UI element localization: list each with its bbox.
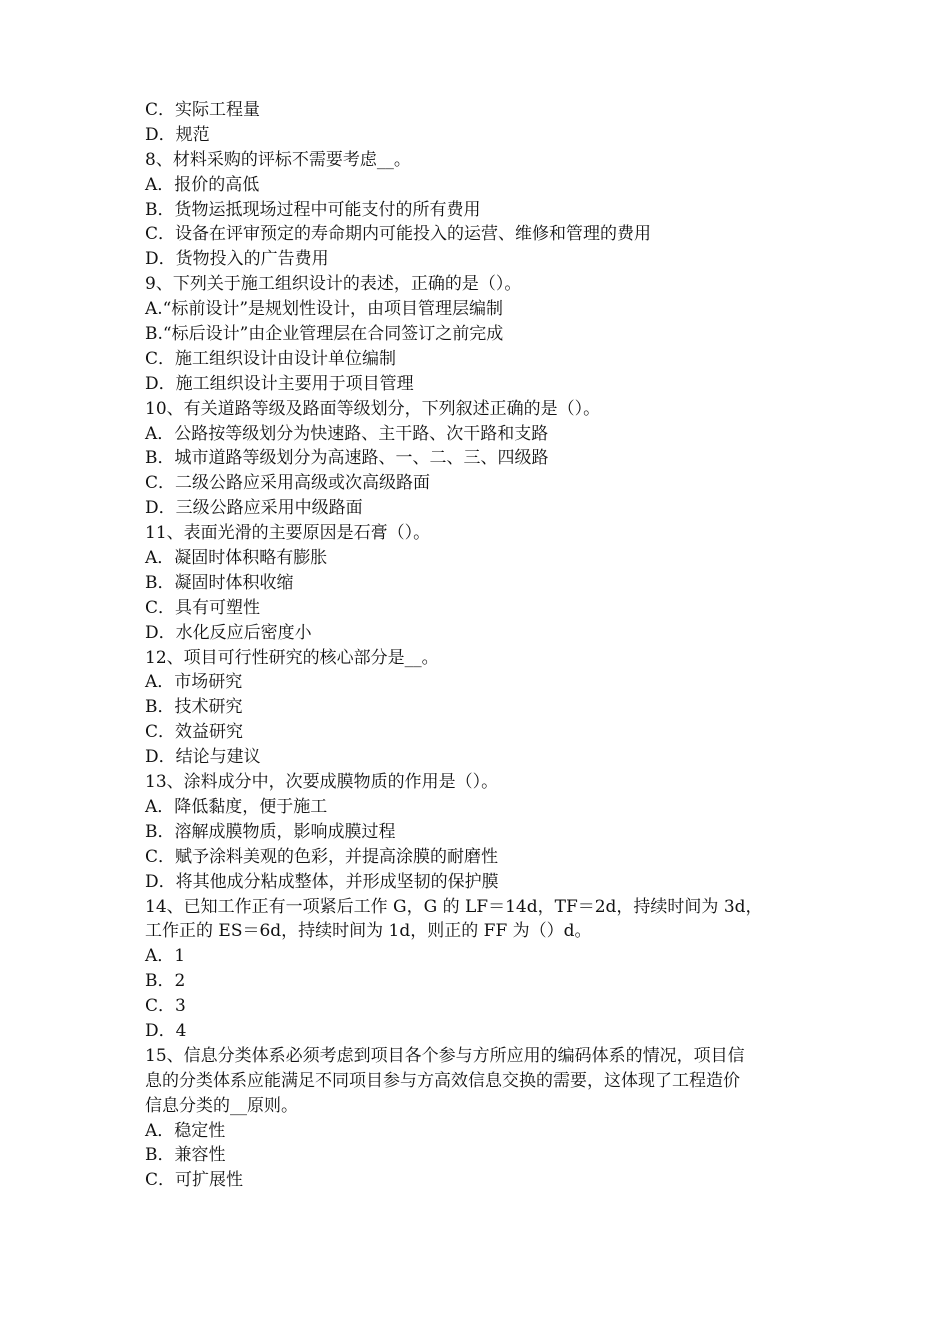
q14-option-a: A．1 xyxy=(145,946,186,967)
q10-option-c: C．二级公路应采用高级或次高级路面 xyxy=(145,473,431,494)
q12-option-a: A．市场研究 xyxy=(145,672,243,693)
q12-option-c: C．效益研究 xyxy=(145,722,244,743)
q8-option-a: A．报价的高低 xyxy=(145,174,260,195)
question-10: 10、有关道路等级及路面等级划分，下列叙述正确的是（）。 xyxy=(145,398,601,419)
q8-option-d: D．货物投入的广告费用 xyxy=(145,249,329,270)
q9-option-d: D．施工组织设计主要用于项目管理 xyxy=(145,373,414,394)
q11-option-d: D．水化反应后密度小 xyxy=(145,622,312,643)
q13-option-c: C．赋予涂料美观的色彩，并提高涂膜的耐磨性 xyxy=(145,846,499,867)
q14-option-d: D．4 xyxy=(145,1020,187,1041)
q10-option-d: D．三级公路应采用中级路面 xyxy=(145,498,363,519)
option-d-line: D．规范 xyxy=(145,124,210,145)
q9-option-a: A.“标前设计”是规划性设计，由项目管理层编制 xyxy=(145,299,504,320)
q8-option-b: B．货物运抵现场过程中可能支付的所有费用 xyxy=(145,199,481,220)
q12-option-b: B．技术研究 xyxy=(145,697,243,718)
question-15-line-2: 息的分类体系应能满足不同项目参与方高效信息交换的需要，这体现了工程造价 xyxy=(145,1070,740,1091)
question-15-line-3: 信息分类的__原则。 xyxy=(145,1095,298,1116)
q15-option-a: A．稳定性 xyxy=(145,1120,226,1141)
question-8: 8、材料采购的评标不需要考虑__。 xyxy=(145,149,411,170)
question-14-line-1: 14、已知工作正有一项紧后工作 G，G 的 LF＝14d，TF＝2d，持续时间为 3d， xyxy=(145,896,763,917)
q13-option-b: B．溶解成膜物质，影响成膜过程 xyxy=(145,821,396,842)
question-9: 9、下列关于施工组织设计的表述，正确的是（）。 xyxy=(145,274,522,295)
q9-option-c: C．施工组织设计由设计单位编制 xyxy=(145,348,397,369)
option-c-line: C．实际工程量 xyxy=(145,100,261,120)
q8-option-c: C．设备在评审预定的寿命期内可能投入的运营、维修和管理的费用 xyxy=(145,224,652,245)
q15-option-c: C．可扩展性 xyxy=(145,1170,244,1191)
q10-option-b: B．城市道路等级划分为高速路、一、二、三、四级路 xyxy=(145,448,549,469)
question-12: 12、项目可行性研究的核心部分是__。 xyxy=(145,647,439,668)
question-11: 11、表面光滑的主要原因是石膏（）。 xyxy=(145,523,431,544)
q9-option-b: B.“标后设计”由企业管理层在合同签订之前完成 xyxy=(145,324,504,345)
q13-option-a: A．降低黏度，便于施工 xyxy=(145,796,328,817)
q11-option-b: B．凝固时体积收缩 xyxy=(145,572,294,593)
question-15-line-1: 15、信息分类体系必须考虑到项目各个参与方所应用的编码体系的情况，项目信 xyxy=(145,1045,745,1066)
question-14-line-2: 工作正的 ES＝6d，持续时间为 1d，则正的 FF 为（）d。 xyxy=(145,921,592,942)
document-page xyxy=(145,98,810,1193)
q11-option-c: C．具有可塑性 xyxy=(145,597,261,618)
q15-option-b: B．兼容性 xyxy=(145,1145,226,1166)
q13-option-d: D．将其他成分粘成整体，并形成坚韧的保护膜 xyxy=(145,871,499,892)
q14-option-b: B．2 xyxy=(145,971,186,992)
q12-option-d: D．结论与建议 xyxy=(145,747,261,768)
q10-option-a: A．公路按等级划分为快速路、主干路、次干路和支路 xyxy=(145,423,549,444)
q11-option-a: A．凝固时体积略有膨胀 xyxy=(145,548,328,569)
question-13: 13、涂料成分中，次要成膜物质的作用是（）。 xyxy=(145,772,499,793)
q14-option-c: C．3 xyxy=(145,996,186,1017)
